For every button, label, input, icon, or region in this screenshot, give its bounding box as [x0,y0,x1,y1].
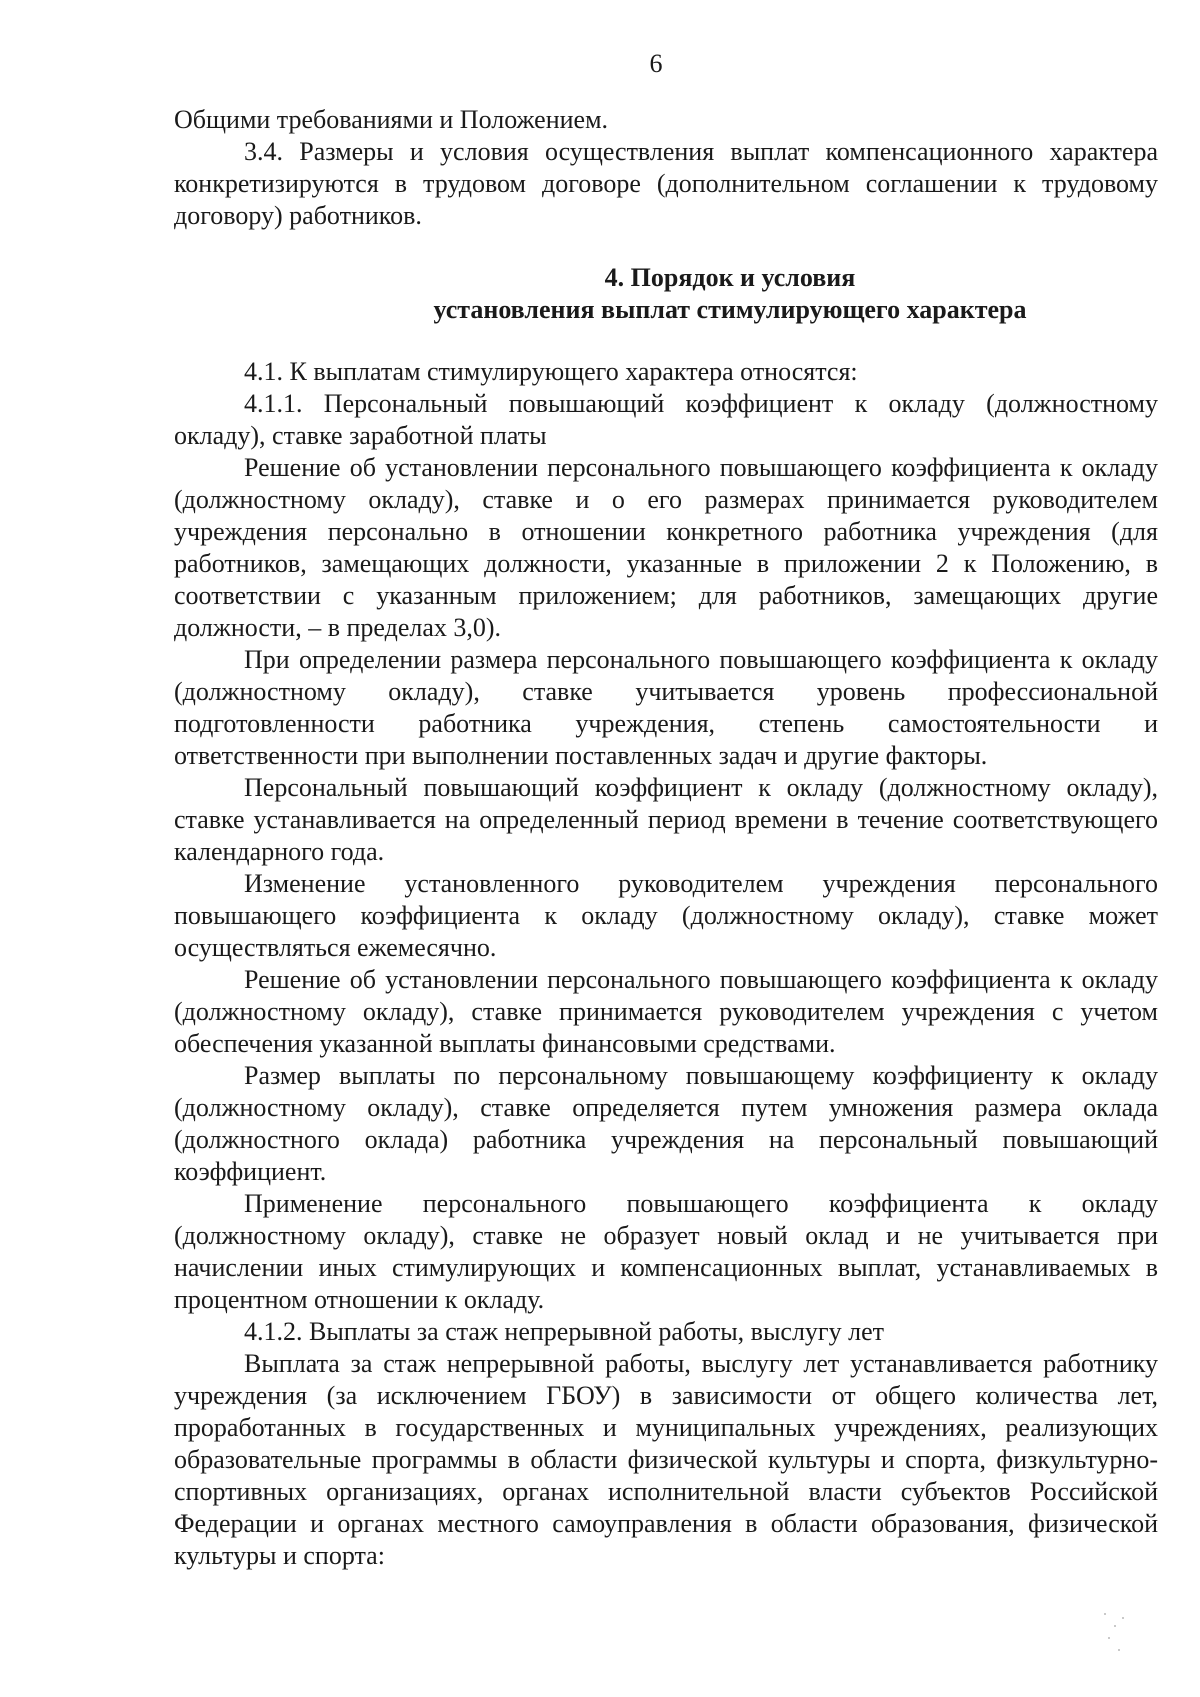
paragraph: Размер выплаты по персональному повышающему коэффициенту к окладу (должностному окладу), ставке определяется путем умножения размера оклада (должностного оклада) работника учреждения на персональный повышающий коэффициент. [174,1061,1158,1186]
paragraph: 3.4. Размеры и условия осуществления выплат компенсационного характера конкретизируются в трудовом договоре (дополнительном соглашении к трудовому договору) работников. [174,137,1158,230]
section-heading-line: установления выплат стимулирующего характера [433,295,1027,324]
page-number: 6 [649,49,663,78]
section-heading-line: 4. Порядок и условия [604,263,856,292]
paragraph: Решение об установлении персонального повышающего коэффициента к окладу (должностному окладу), ставке и о его размерах принимается руководителем учреждения персонально в отношении конкретного работника учреждения (для работников, замещающих должности, указанные в приложении 2 к Положению, в соответствии с указанным приложением; для работников, замещающих другие должности, – в пределах 3,0). [174,453,1158,642]
paragraph: 4.1.2. Выплаты за стаж непрерывной работы, выслугу лет [244,1317,884,1346]
scan-specks [1100,1607,1130,1667]
paragraph: Решение об установлении персонального повышающего коэффициента к окладу (должностному окладу), ставке принимается руководителем учреждения с учетом обеспечения указанной выплаты финансовыми средствами. [174,965,1158,1058]
paragraph: 4.1. К выплатам стимулирующего характера относятся: [244,357,858,386]
paragraph: Персональный повышающий коэффициент к окладу (должностному окладу), ставке устанавливается на определенный период времени в течение соответствующего календарного года. [174,773,1158,866]
paragraph: Общими требованиями и Положением. [174,105,609,134]
paragraph: 4.1.1. Персональный повышающий коэффициент к окладу (должностному окладу), ставке заработной платы [174,389,1158,450]
paragraph: При определении размера персонального повышающего коэффициента к окладу (должностному окладу), ставке учитывается уровень профессиональной подготовленности работника учреждения, степень самостоятельности и ответственности при выполнении поставленных задач и другие факторы. [174,645,1158,770]
document-body [174,104,1158,1572]
paragraph: Применение персонального повышающего коэффициента к окладу (должностному окладу), ставке не образует новый оклад и не учитывается при начислении иных стимулирующих и компенсационных выплат, устанавливаемых в процентном отношении к окладу. [174,1189,1158,1314]
paragraph: Изменение установленного руководителем учреждения персонального повышающего коэффициента к окладу (должностному окладу), ставке может осуществляться ежемесячно. [174,869,1158,962]
paragraph: Выплата за стаж непрерывной работы, выслугу лет устанавливается работнику учреждения (за исключением ГБОУ) в зависимости от общего количества лет, проработанных в государственных и муниципальных учреждениях, реализующих образовательные программы в области физической культуры и спорта, физкультурно-спортивных организациях, органах исполнительной власти субъектов Российской Федерации и органах местного самоуправления в области образования, физической культуры и спорта: [174,1349,1158,1570]
section-heading [174,262,1158,326]
